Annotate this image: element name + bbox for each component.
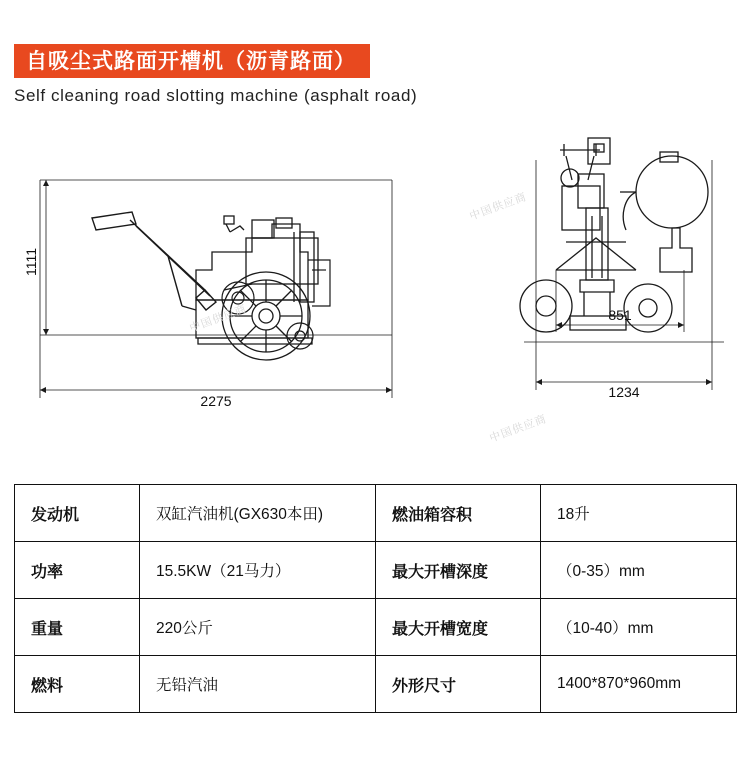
watermark: 中国供应商 xyxy=(468,191,529,223)
spec-value: 无铅汽油 xyxy=(140,656,376,713)
drawing-svg xyxy=(0,120,750,470)
title-banner xyxy=(14,44,370,78)
table-row xyxy=(15,599,737,656)
spec-label: 发动机 xyxy=(15,485,140,542)
table-row xyxy=(15,542,737,599)
table-row xyxy=(15,656,737,713)
front-view-base-label: 1234 xyxy=(608,384,640,400)
technical-drawing xyxy=(0,120,750,470)
watermark: 中国供应商 xyxy=(188,303,249,335)
spec-label2: 最大开槽深度 xyxy=(376,542,541,599)
page-title-cn: 自吸尘式路面开槽机（沥青路面） xyxy=(26,49,356,73)
watermark: 中国供应商 xyxy=(488,413,549,445)
spec-value: 220公斤 xyxy=(140,599,376,656)
side-view-height-label: 1111 xyxy=(23,247,39,277)
side-view-length-label: 2275 xyxy=(200,393,232,409)
spec-value: 双缸汽油机(GX630本田) xyxy=(140,485,376,542)
spec-label2: 最大开槽宽度 xyxy=(376,599,541,656)
spec-value2: 18升 xyxy=(541,485,737,542)
spec-label2: 燃油箱容积 xyxy=(376,485,541,542)
spec-value2: 1400*870*960mm xyxy=(541,656,737,713)
front-view-width-label: 851 xyxy=(608,307,632,323)
specification-table xyxy=(14,484,737,713)
spec-value2: （10-40）mm xyxy=(541,599,737,656)
spec-label: 燃料 xyxy=(15,656,140,713)
table-row xyxy=(15,485,737,542)
spec-label2: 外形尺寸 xyxy=(376,656,541,713)
spec-label: 重量 xyxy=(15,599,140,656)
spec-label: 功率 xyxy=(15,542,140,599)
spec-value2: （0-35）mm xyxy=(541,542,737,599)
spec-value: 15.5KW（21马力） xyxy=(140,542,376,599)
page-subtitle-en: Self cleaning road slotting machine (asphalt road) xyxy=(14,86,418,105)
